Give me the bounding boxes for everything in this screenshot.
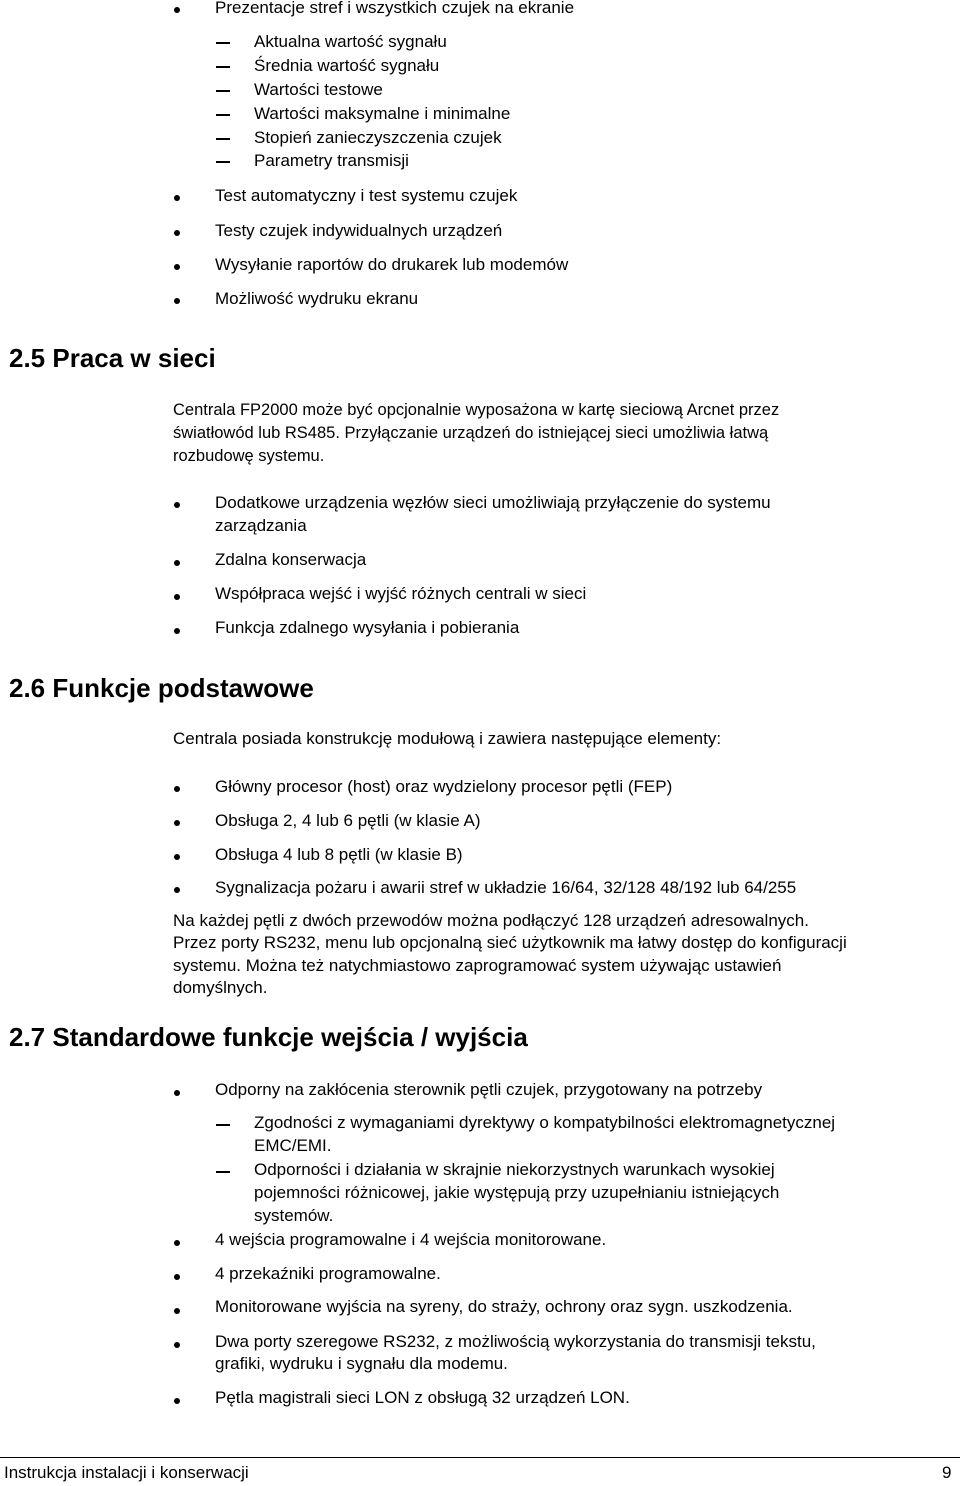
paragraph-line: Na każdej pętli z dwóch przewodów można podłączyć 128 urządzeń adresowalnych. xyxy=(173,911,809,930)
dash-icon xyxy=(216,42,230,44)
sub-list-item: Stopień zanieczyszczenia czujek xyxy=(254,128,502,147)
sub-list-item: Średnia wartość sygnału xyxy=(254,56,440,75)
paragraph-line: rozbudowę systemu. xyxy=(173,447,325,465)
bullet-icon xyxy=(174,628,180,634)
sub-list-item: Wartości maksymalne i minimalne xyxy=(254,104,511,123)
footer-divider xyxy=(0,1457,960,1458)
list-item: 4 przekaźniki programowalne. xyxy=(215,1264,441,1283)
dash-icon xyxy=(216,114,230,116)
list-item: Odporny na zakłócenia sterownik pętli czujek, przygotowany na potrzeby xyxy=(215,1080,763,1099)
list-item: Funkcja zdalnego wysyłania i pobierania xyxy=(215,618,520,637)
sub-list-item: Wartości testowe xyxy=(254,80,383,99)
dash-icon xyxy=(216,138,230,140)
sub-list-item: systemów. xyxy=(254,1206,334,1225)
sub-list-item: EMC/EMI. xyxy=(254,1136,332,1155)
bullet-icon xyxy=(174,298,180,304)
list-item: Dwa porty szeregowe RS232, z możliwością wykorzystania do transmisji tekstu, xyxy=(215,1332,816,1351)
list-item: Dodatkowe urządzenia węzłów sieci umożliwiają przyłączenie do systemu xyxy=(215,493,771,512)
list-item: Pętla magistrali sieci LON z obsługą 32 urządzeń LON. xyxy=(215,1388,630,1407)
list-item: 4 wejścia programowalne i 4 wejścia monitorowane. xyxy=(215,1230,607,1249)
paragraph-line: Przez porty RS232, menu lub opcjonalną sieć użytkownik ma łatwy dostęp do konfiguracji xyxy=(173,933,847,952)
footer-title: Instrukcja instalacji i konserwacji xyxy=(4,1463,249,1482)
bullet-icon xyxy=(174,502,180,508)
bullet-icon xyxy=(174,560,180,566)
bullet-icon xyxy=(174,1240,180,1246)
dash-icon xyxy=(216,66,230,68)
section-heading: 2.5 Praca w sieci xyxy=(9,343,216,373)
list-item: Wysyłanie raportów do drukarek lub modemów xyxy=(215,255,569,274)
paragraph-line: Centrala posiada konstrukcję modułową i zawiera następujące elementy: xyxy=(173,729,722,748)
bullet-icon xyxy=(174,230,180,236)
bullet-icon xyxy=(174,195,180,201)
bullet-icon xyxy=(174,1342,180,1348)
list-item: Obsługa 2, 4 lub 6 pętli (w klasie A) xyxy=(215,811,481,830)
list-item: zarządzania xyxy=(215,516,307,535)
sub-list-item: Zgodności z wymaganiami dyrektywy o kompatybilności elektromagnetycznej xyxy=(254,1113,836,1132)
dash-icon xyxy=(216,1171,230,1173)
bullet-icon xyxy=(174,1090,180,1096)
page-number: 9 xyxy=(942,1463,952,1482)
bullet-icon xyxy=(174,786,180,792)
bullet-icon xyxy=(174,820,180,826)
paragraph-line: systemu. Można też natychmiastowo zaprogramować system używając ustawień xyxy=(173,956,782,975)
section-heading: 2.7 Standardowe funkcje wejścia / wyjścia xyxy=(9,1022,528,1052)
bullet-icon xyxy=(174,594,180,600)
sub-list-item: Odporności i działania w skrajnie niekorzystnych warunkach wysokiej xyxy=(254,1160,775,1179)
bullet-icon xyxy=(174,264,180,270)
list-item: Prezentacje stref i wszystkich czujek na ekranie xyxy=(215,0,575,17)
bullet-icon xyxy=(174,887,180,893)
paragraph-line: światłowód lub RS485. Przyłączanie urządzeń do istniejącej sieci umożliwia łatwą xyxy=(173,424,769,442)
sub-list-item: Aktualna wartość sygnału xyxy=(254,32,447,51)
list-item: Test automatyczny i test systemu czujek xyxy=(215,186,518,205)
list-item: Testy czujek indywidualnych urządzeń xyxy=(215,221,503,240)
list-item: grafiki, wydruku i sygnału dla modemu. xyxy=(215,1354,508,1373)
bullet-icon xyxy=(174,1398,180,1404)
sub-list-item: Parametry transmisji xyxy=(254,151,409,170)
section-heading: 2.6 Funkcje podstawowe xyxy=(9,673,314,703)
bullet-icon xyxy=(174,1274,180,1280)
dash-icon xyxy=(216,90,230,92)
list-item: Obsługa 4 lub 8 pętli (w klasie B) xyxy=(215,845,463,864)
bullet-icon xyxy=(174,7,180,13)
paragraph-line: domyślnych. xyxy=(173,978,268,997)
list-item: Główny procesor (host) oraz wydzielony procesor pętli (FEP) xyxy=(215,777,673,796)
sub-list-item: pojemności różnicowej, jakie występują przy uzupełnianiu istniejących xyxy=(254,1183,780,1202)
bullet-icon xyxy=(174,854,180,860)
list-item: Współpraca wejść i wyjść różnych centrali w sieci xyxy=(215,584,587,603)
dash-icon xyxy=(216,1124,230,1126)
bullet-icon xyxy=(174,1308,180,1314)
list-item: Sygnalizacja pożaru i awarii stref w układzie 16/64, 32/128 48/192 lub 64/255 xyxy=(215,878,797,897)
list-item: Zdalna konserwacja xyxy=(215,550,367,569)
dash-icon xyxy=(216,161,230,163)
list-item: Monitorowane wyjścia na syreny, do straży, ochrony oraz sygn. uszkodzenia. xyxy=(215,1297,793,1316)
list-item: Możliwość wydruku ekranu xyxy=(215,289,419,308)
paragraph-line: Centrala FP2000 może być opcjonalnie wyposażona w kartę sieciową Arcnet przez xyxy=(173,401,780,419)
